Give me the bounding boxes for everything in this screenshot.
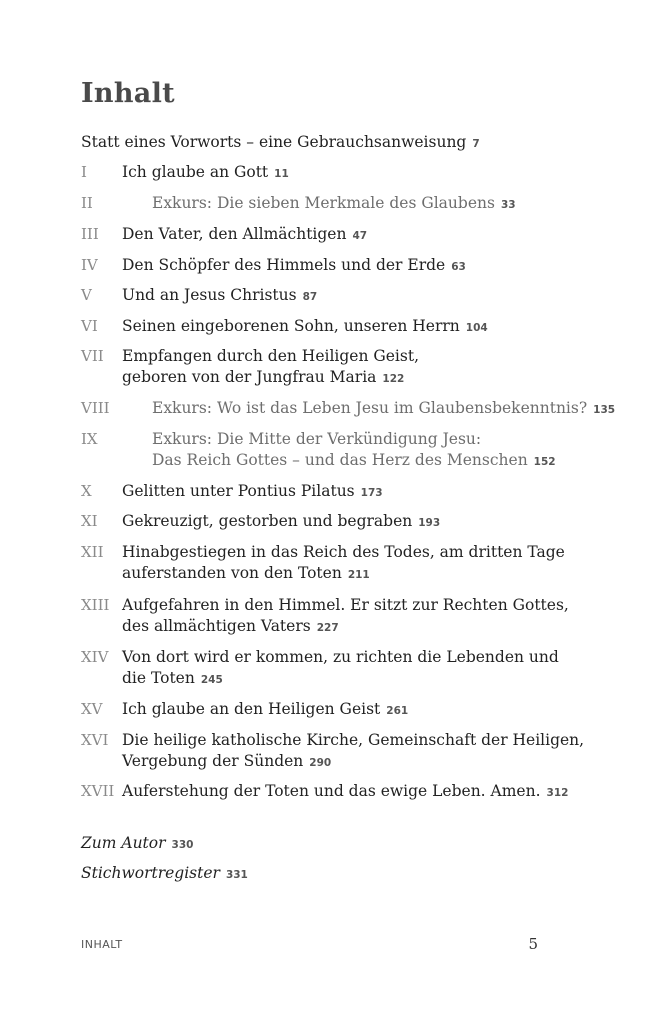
toc-entry-chapter-11[interactable]	[122, 511, 440, 534]
toc-entry-text: Stichwortregister	[81, 864, 220, 882]
toc-entry-text: Den Schöpfer des Himmels und der Erde	[122, 256, 446, 274]
toc-entry-text: Statt eines Vorworts – eine Gebrauchsanweisung	[81, 133, 467, 151]
running-footer-label: INHALT	[81, 938, 123, 951]
toc-entry-chapter-6[interactable]	[122, 316, 488, 339]
toc-page-number: 104	[465, 322, 488, 334]
toc-entry-chapter-16[interactable]	[122, 730, 584, 774]
toc-entry-text: Ich glaube an Gott	[122, 163, 269, 181]
toc-entry-text: Auferstehung der Toten und das ewige Leben. Amen.	[122, 782, 541, 800]
toc-entry-text: Die heilige katholische Kirche, Gemeinschaft der Heiligen,	[122, 731, 585, 749]
toc-entry-chapter-1[interactable]	[122, 162, 289, 185]
page-title: Inhalt	[81, 78, 175, 109]
chapter-number: III	[81, 225, 99, 243]
toc-page-number: 87	[302, 291, 318, 303]
toc-entry-text: Seinen eingeborenen Sohn, unseren Herrn	[122, 317, 460, 335]
toc-entry-preface[interactable]	[81, 132, 480, 155]
toc-entry-chapter-5[interactable]	[122, 285, 317, 308]
chapter-number: VI	[81, 317, 98, 335]
toc-entry-text: Exkurs: Die Mitte der Verkündigung Jesu:	[152, 430, 482, 448]
toc-entry-about-author[interactable]	[81, 833, 193, 856]
toc-entry-text: Hinabgestiegen in das Reich des Todes, am dritten Tage	[122, 543, 565, 561]
toc-entry-chapter-12[interactable]	[122, 542, 565, 586]
toc-entry-text: Exkurs: Die sieben Merkmale des Glaubens	[152, 194, 495, 212]
toc-page-number: 33	[500, 199, 516, 211]
toc-entry-text: Exkurs: Wo ist das Leben Jesu im Glaubensbekenntnis?	[152, 399, 588, 417]
toc-entry-text: geboren von der Jungfrau Maria	[122, 368, 377, 386]
toc-entry-chapter-3[interactable]	[122, 224, 367, 247]
chapter-number: I	[81, 163, 87, 181]
toc-page-number: 152	[533, 456, 556, 468]
toc-page-number: 290	[309, 757, 332, 769]
chapter-number: XVI	[81, 731, 109, 749]
toc-entry-chapter-2[interactable]	[152, 193, 516, 216]
toc-entry-text: Von dort wird er kommen, zu richten die Lebenden und	[122, 648, 559, 666]
toc-page-number: 227	[316, 622, 339, 634]
toc-entry-text: Das Reich Gottes – und das Herz des Menschen	[152, 451, 528, 469]
toc-page-number: 193	[418, 517, 441, 529]
toc-page-number: 261	[386, 705, 409, 717]
toc-entry-text: die Toten	[122, 669, 195, 687]
toc-page-number: 11	[274, 168, 289, 180]
chapter-number: XV	[81, 700, 103, 718]
chapter-number: XIII	[81, 596, 110, 614]
toc-entry-chapter-4[interactable]	[122, 255, 466, 278]
toc-page-number: 122	[382, 373, 405, 385]
toc-page-number: 331	[225, 869, 248, 881]
toc-page-number: 47	[352, 230, 368, 242]
chapter-number: XI	[81, 512, 98, 530]
toc-entry-text: Ich glaube an den Heiligen Geist	[122, 700, 381, 718]
toc-entry-chapter-13[interactable]	[122, 595, 569, 639]
toc-entry-chapter-14[interactable]	[122, 647, 559, 691]
chapter-number: V	[81, 286, 92, 304]
toc-entry-text: Vergebung der Sünden	[122, 752, 304, 770]
toc-page-number: 63	[451, 261, 466, 273]
toc-entry-text: des allmächtigen Vaters	[122, 617, 311, 635]
toc-entry-text: Und an Jesus Christus	[122, 286, 297, 304]
toc-page-number: 173	[360, 487, 383, 499]
chapter-number: VIII	[81, 399, 110, 417]
chapter-number: X	[81, 482, 92, 500]
toc-entry-chapter-8[interactable]	[152, 398, 615, 421]
toc-page-number: 245	[200, 674, 223, 686]
toc-entry-chapter-17[interactable]	[122, 781, 568, 804]
toc-entry-chapter-15[interactable]	[122, 699, 408, 722]
page-number: 5	[528, 935, 538, 953]
toc-entry-text: Aufgefahren in den Himmel. Er sitzt zur Rechten Gottes,	[122, 596, 569, 614]
chapter-number: XVII	[81, 782, 115, 800]
chapter-number: IX	[81, 430, 98, 448]
toc-entry-text: Empfangen durch den Heiligen Geist,	[122, 347, 419, 365]
toc-entry-keyword-index[interactable]	[81, 863, 248, 886]
toc-entry-text: auferstanden von den Toten	[122, 564, 342, 582]
toc-entry-chapter-9[interactable]	[152, 429, 556, 473]
toc-page-number: 135	[593, 404, 616, 416]
chapter-number: XIV	[81, 648, 109, 666]
toc-page-number: 312	[546, 787, 569, 799]
toc-entry-text: Gelitten unter Pontius Pilatus	[122, 482, 355, 500]
chapter-number: VII	[81, 347, 104, 365]
toc-page-number: 7	[472, 138, 480, 150]
chapter-number: XII	[81, 543, 104, 561]
toc-entry-chapter-10[interactable]	[122, 481, 383, 504]
chapter-number: II	[81, 194, 93, 212]
toc-entry-text: Den Vater, den Allmächtigen	[122, 225, 347, 243]
toc-entry-chapter-7[interactable]	[122, 346, 419, 390]
chapter-number: IV	[81, 256, 98, 274]
toc-page-number: 211	[347, 569, 370, 581]
toc-entry-text: Zum Autor	[81, 834, 166, 852]
toc-page-number: 330	[171, 839, 194, 851]
toc-entry-text: Gekreuzigt, gestorben und begraben	[122, 512, 413, 530]
